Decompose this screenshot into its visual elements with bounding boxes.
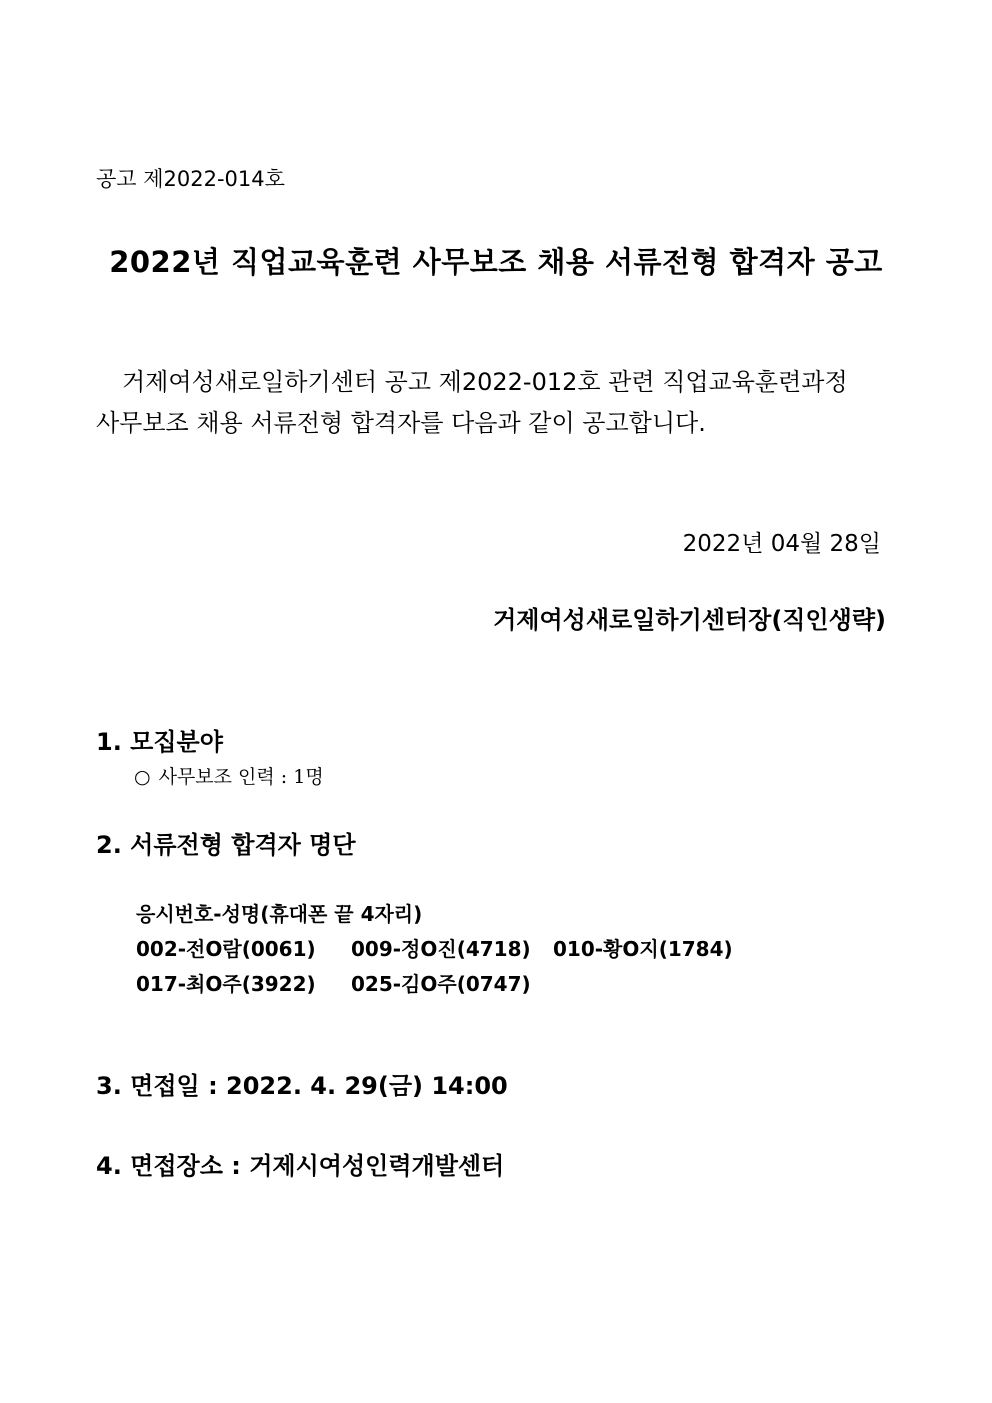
candidate-entry: 010-황O지(1784) <box>553 937 733 961</box>
announcement-body <box>96 362 896 444</box>
candidate-entry: 017-최O주(3922) <box>136 972 316 996</box>
candidate-entry: 025-김O주(0747) <box>351 972 531 996</box>
candidate-entry: 009-정O진(4718) <box>351 937 531 961</box>
section-recruitment-field-heading: 1. 모집분야 <box>96 728 223 756</box>
issuer-name: 거제여성새로일하기센터장(직인생략) <box>493 606 886 634</box>
page-title: 2022년 직업교육훈련 사무보조 채용 서류전형 합격자 공고 <box>109 245 883 279</box>
candidate-list-header: 응시번호-성명(휴대폰 끝 4자리) <box>136 902 423 926</box>
recruitment-field-text: 사무보조 인력 : 1명 <box>158 766 324 788</box>
announcement-date: 2022년 04월 28일 <box>682 531 881 557</box>
circle-bullet-icon: ○ <box>134 766 151 788</box>
notice-number: 공고 제2022-014호 <box>96 167 285 191</box>
candidate-entry: 002-전O람(0061) <box>136 937 316 961</box>
section-interview-location-heading: 4. 면접장소 : 거제시여성인력개발센터 <box>96 1152 505 1180</box>
section-passed-list-heading: 2. 서류전형 합격자 명단 <box>96 831 356 859</box>
recruitment-field-item <box>134 762 324 789</box>
body-line-2: 사무보조 채용 서류전형 합격자를 다음과 같이 공고합니다. <box>96 409 706 437</box>
body-line-1: 거제여성새로일하기센터 공고 제2022-012호 관련 직업교육훈련과정 <box>122 368 848 396</box>
section-interview-date-heading: 3. 면접일 : 2022. 4. 29(금) 14:00 <box>96 1072 508 1100</box>
